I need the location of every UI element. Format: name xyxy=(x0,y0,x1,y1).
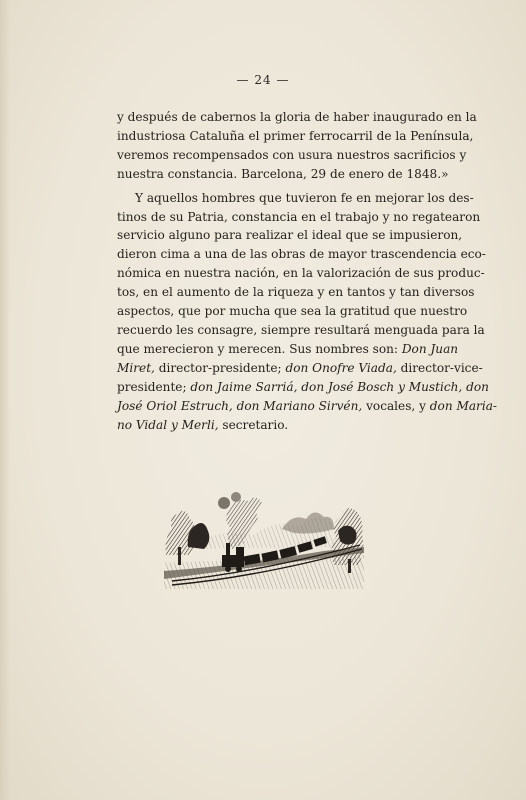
text-run: que merecieron y merecen. Sus nombres son: xyxy=(117,341,398,356)
founder-name: Don Juan xyxy=(401,341,459,356)
paragraph-founders xyxy=(117,189,497,435)
text-line: recuerdo les consagre, siempre resultará menguada para la xyxy=(117,322,485,337)
body-text xyxy=(117,108,497,434)
text-line: aspectos, que por mucha que sea la gratitud que nuestro xyxy=(117,304,468,319)
text-line xyxy=(117,378,489,397)
founder-name: don Mariano Sirvén, xyxy=(236,398,363,413)
text-line: tinos de su Patria, constancia en el trabajo y no regatearon xyxy=(117,209,481,224)
text-line: tos, en el aumento de la riqueza y en tantos y tan diversos xyxy=(117,285,475,300)
founder-role: vocales, y xyxy=(366,398,426,413)
text-line: nómica en nuestra nación, en la valorización de sus produc- xyxy=(117,266,485,281)
founder-role: presidente; xyxy=(117,379,187,394)
founder-name: Miret, xyxy=(117,360,155,375)
founder-name: don Onofre Viada, xyxy=(285,360,397,375)
page-edge-shadow xyxy=(0,0,10,800)
text-line xyxy=(117,359,483,378)
paragraph-quote-ending xyxy=(117,108,477,184)
text-line xyxy=(117,340,459,359)
founder-name: no Vidal y Merli, xyxy=(117,417,219,432)
steam-locomotive-engraving-icon xyxy=(164,489,364,589)
text-line: nuestra constancia. Barcelona, 29 de enero de 1848.» xyxy=(117,166,449,181)
founder-name: don José Bosch y Mustich, xyxy=(301,379,463,394)
founder-role: director-presidente; xyxy=(158,360,282,375)
founder-name: don Jaime Sarriá, xyxy=(190,379,298,394)
founder-role: director-vice- xyxy=(400,360,483,375)
text-line: servicio alguno para realizar el ideal que se impusieron, xyxy=(117,228,463,243)
founder-name: don xyxy=(466,379,489,394)
text-line: industriosa Cataluña el primer ferrocarril de la Península, xyxy=(117,128,474,143)
text-line xyxy=(117,397,497,416)
page-number: — 24 — xyxy=(236,73,290,87)
text-line xyxy=(117,416,433,435)
founder-role: secretario. xyxy=(222,417,289,432)
text-line: dieron cima a una de las obras de mayor trascendencia eco- xyxy=(117,247,486,262)
founder-name: don Maria- xyxy=(429,398,497,413)
text-line: y después de cabernos la gloria de haber inaugurado en la xyxy=(117,110,477,124)
text-line: Y aquellos hombres que tuvieron fe en mejorar los des- xyxy=(135,190,474,205)
text-line: veremos recompensados con usura nuestros sacrificios y xyxy=(117,147,467,162)
founder-name: José Oriol Estruch, xyxy=(117,398,233,413)
